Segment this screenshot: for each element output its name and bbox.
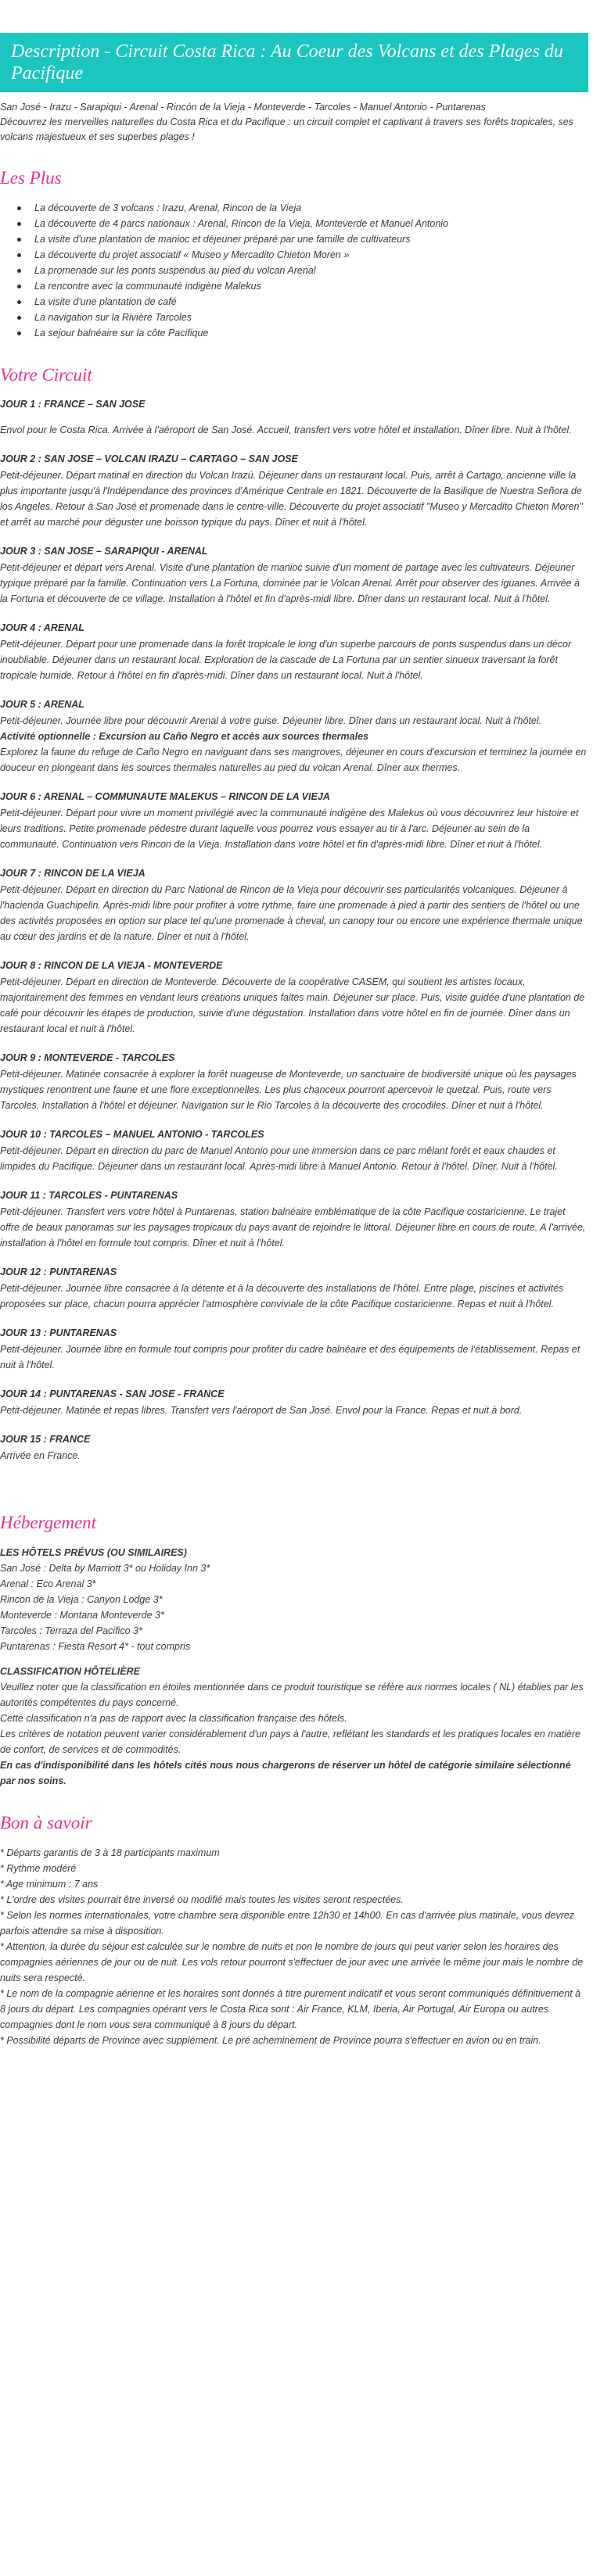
day-block [0, 697, 587, 776]
day-title: JOUR 3 : SAN JOSE – SARAPIQUI - ARENAL [0, 546, 208, 557]
day-block [0, 790, 587, 852]
info-line: * Age minimum : 7 ans [0, 1879, 99, 1890]
hotel-item: Arenal : Eco Arenal 3* [0, 1578, 96, 1590]
day-title: JOUR 13 : PUNTARENAS [0, 1327, 117, 1339]
info-line: * Départs garantis de 3 à 18 participants maximum [0, 1847, 220, 1859]
info-line: * L'ordre des visites pourrait être inversé ou modifié mais toutes les visites seront respectées. [0, 1894, 404, 1906]
day-option-title: Activité optionnelle : Excursion au Caño Negro et accès aux sources thermales [0, 731, 368, 743]
list-item: La rencontre avec la communauté indigène Malekus [34, 278, 587, 294]
day-title: JOUR 11 : TARCOLES - PUNTARENAS [0, 1190, 178, 1202]
info-line: * Attention, la durée du séjour est calculée sur le nombre de nuits et non le nombre de jours qui peut varier selon les horaires des compagnies aériennes de jour ou de nuit. Les vols retour pourront s'effectuer de jour avec une arrivée le même jour mais le nombre de nuits sera respecté. [0, 1941, 584, 1984]
day-block [0, 1387, 587, 1418]
info-line: * Possibilité départs de Province avec supplément. Le pré acheminement de Province pourra s'effectuer en avion ou en train. [0, 2035, 541, 2047]
day-title: JOUR 4 : ARENAL [0, 622, 84, 634]
bon-heading: Bon à savoir [0, 1813, 92, 1833]
day-text: Petit-déjeuner. Départ pour vivre un moment privilégié avec la communauté indigène des Malekus où vous découvrirez leur histoire et leurs traditions. Petite promenade pédestre durant laquelle vous pourrez vous essayer au tir à l'arc. Déjeuner au sein de la communauté. Continuation vers Rincon de la Vieja. Installation dans votre hôtel et fin d'après-midi libre. Dîner et nuit à l'hôtel. [0, 808, 579, 851]
classification-note: En cas d'indisponibilité dans les hôtels cités nous nous chargerons de réserver un hôtel de catégorie similaire sélectionné par nos soins. [0, 1760, 571, 1787]
classification-title: CLASSIFICATION HÔTELIÈRE [0, 1666, 140, 1678]
hebergement-heading: Hébergement [0, 1513, 97, 1533]
day-text: Petit-déjeuner. Matinée et repas libres. Transfert vers l'aéroport de San José. Envol pour la France. Repas et nuit à bord. [0, 1405, 523, 1417]
day-text: Petit-déjeuner. Journée libre en formule tout compris pour profiter du cadre balnéaire et des équipements de l'établissement. Repas et nuit à l'hôtel. [0, 1344, 580, 1371]
day-text: Petit-déjeuner. Départ en direction de Monteverde. Découverte de la coopérative CASEM, qui soutient les artistes locaux, majoritairement des femmes en vendant leurs créations uniques faites main. Déjeuner sur place. Puis, visite guidée d'une plantation de café pour découvrir les étapes de production, suivie d'une dégustation. Installation dans votre hôtel en fin de journée. Dîner dans un restaurant local et nuit à l'hôtel. [0, 976, 585, 1035]
day-block [0, 1127, 587, 1174]
list-item: La navigation sur la Rivière Tarcoles [34, 310, 587, 325]
list-item: La découverte du projet associatif « Museo y Mercadito Chieton Moren » [34, 247, 587, 263]
hotel-item: Puntarenas : Fiesta Resort 4* - tout compris [0, 1641, 191, 1653]
hotel-item: Monteverde : Montana Monteverde 3* [0, 1610, 164, 1621]
bon-list [0, 1845, 587, 2048]
hotels-title: LES HÔTELS PRÉVUS (OU SIMILAIRES) [0, 1547, 187, 1559]
day-text: Petit-déjeuner. Journée libre consacrée à la détente et à la découverte des installations de l'hôtel. Entre plage, piscines et activités proposées sur place, chacun pourra apprécier l'atmosphère conviviale de la côte Pacifique costaricienne. Repas et nuit à l'hôtel. [0, 1283, 564, 1310]
day-block [0, 866, 587, 944]
info-line: * Le nom de la compagnie aérienne et les horaires sont donnés à titre purement indicatif et vous seront communiqués définitivement à 8 jours du départ. Les compagnies opérant vers le Costa Rica sont : Air France, KLM, Iberia, Air Portugal, Air Europa ou autres compagnies dont le nom vous sera communiqué à 8 jours du départ. [0, 1988, 581, 2031]
day-title: JOUR 14 : PUNTARENAS - SAN JOSE - FRANCE [0, 1388, 225, 1400]
day-text: Envol pour le Costa Rica. Arrivée à l'aéroport de San José. Accueil, transfert vers votre hôtel et installation. Dîner libre. Nuit à l'hôtel. [0, 425, 572, 436]
hotel-item: Rincon de la Vieja : Canyon Lodge 3* [0, 1594, 163, 1606]
classification-line: Veuillez noter que la classification en étoiles mentionnée dans ce produit touristique se réfère aux normes locales ( NL) établies par les autorités compétentes du pays concerné. [0, 1682, 584, 1709]
day-block [0, 1432, 587, 1464]
day-text: Petit-déjeuner. Départ pour une promenade dans la forêt tropicale le long d'un superbe parcours de ponts suspendus dans un décor inoubliable. Déjeuner dans un restaurant local. Exploration de la cascade de La Fortuna par un sentier sinueux traversant la forêt tropicale humide. Retour à l'hôtel en fin d'après-midi. Dîner dans un restaurant local. Nuit à l'hôtel. [0, 639, 572, 682]
circuit-days [0, 397, 587, 1464]
list-item: La découverte de 4 parcs nationaux : Arenal, Rincon de la Vieja, Monteverde et Manuel Antonio [34, 216, 587, 231]
list-item: La promenade sur les ponts suspendus au pied du volcan Arenal [34, 263, 587, 278]
day-block [0, 621, 587, 683]
day-block [0, 544, 587, 607]
day-text: Petit-déjeuner. Départ en direction du Parc National de Rincon de la Vieja pour découvrir ses particularités volcaniques. Déjeuner à l'hacienda Guachipelin. Après-midi libre pour profiter à votre rythme, faire une promenade à pied à partir des sentiers de l'hôtel ou une des activités proposées en option sur place tel qu'une promenade à cheval, un canopy tour ou encore une expérience thermale unique au cœur des jardins et de la nature. Dîner et nuit à l'hôtel. [0, 884, 583, 943]
intro-text: Découvrez les merveilles naturelles du Costa Rica et du Pacifique : un circuit complet et captivant à travers ses forêts tropicales, ses volcans majestueux et ses superbes plages ! [0, 116, 573, 142]
title-banner [0, 33, 588, 92]
classification-text [0, 1679, 587, 1789]
day-title: JOUR 8 : RINCON DE LA VIEJA - MONTEVERDE [0, 960, 223, 972]
page-title: Description - Circuit Costa Rica : Au Coeur des Volcans et des Plages du Pacifique [11, 41, 563, 84]
day-block [0, 958, 587, 1037]
classification-line: Les critères de notation peuvent varier considérablement d'un pays à l'autre, reflétant les standards et les pratiques locales en matière de confort, de services et de commodités. [0, 1729, 580, 1756]
day-title: JOUR 12 : PUNTARENAS [0, 1267, 117, 1278]
day-option-text: Explorez la faune du refuge de Caño Negro en naviguant dans ses mangroves, déjeuner en cours d'excursion et terminez la journée en douceur en plongeant dans les sources thermales naturelles au pied du volcan Arenal. Dîner aux thermes. [0, 747, 587, 774]
hotel-item: San José : Delta by Marriott 3* ou Holiday Inn 3* [0, 1563, 210, 1575]
list-item: La sejour balnéaire sur la côte Pacifique [34, 325, 587, 341]
day-block [0, 1051, 587, 1113]
day-title: JOUR 15 : FRANCE [0, 1434, 91, 1446]
day-title: JOUR 9 : MONTEVERDE - TARCOLES [0, 1052, 175, 1064]
day-text: Petit-déjeuner. Départ matinal en direction du Volcan Irazú. Déjeuner dans un restaurant local. Puis, arrêt à Cartago, ancienne ville la plus importante jusqu'à l'Indépendance des provinces d'Amérique Centrale en 1821. Découverte de la Basilique de Nuestra Señora de los Angeles. Retour à San José et promenade dans le centre-ville. Découverte du projet associatif "Museo y Mercadito Chieton Moren" et arrêt au marché pour déguster une boisson typique du pays. Dîner et nuit à l'hôtel. [0, 470, 583, 528]
content [0, 100, 593, 2048]
plus-list [0, 200, 587, 341]
day-text: Petit-déjeuner et départ vers Arenal. Visite d'une plantation de manioc suivie d'un moment de partage avec les cultivateurs. Déjeuner typique préparé par la famille. Continuation vers La Fortuna, dominée par le Volcan Arenal. Arrêt pour observer des iguanes. Arrivée à la Fortuna et découverte de ce village. Installation à l'hôtel et fin d'après-midi libre. Dîner dans un restaurant local. Nuit à l'hôtel. [0, 562, 580, 605]
day-block [0, 1265, 587, 1312]
day-title: JOUR 1 : FRANCE – SAN JOSE [0, 399, 146, 410]
classification-line: Cette classification n'a pas de rapport avec la classification française des hôtels. [0, 1713, 347, 1725]
day-title: JOUR 5 : ARENAL [0, 699, 84, 711]
list-item: La découverte de 3 volcans : Irazu, Arenal, Rincon de la Vieja [34, 200, 587, 216]
info-line: * Rythme modéré [0, 1863, 77, 1875]
info-line: * Selon les normes internationales, votre chambre sera disponible entre 12h30 et 14h00. En cas d'arrivée plus matinale, vous devrez parfois attendre sa mise à disposition. [0, 1910, 575, 1937]
day-title: JOUR 6 : ARENAL – COMMUNAUTE MALEKUS – RINCON DE LA VIEJA [0, 791, 330, 803]
hotel-item: Tarcoles : Terraza del Pacifico 3* [0, 1625, 142, 1637]
hotels-list [0, 1560, 587, 1654]
route-line: San José - Irazu - Sarapiqui - Arenal - Rincón de la Vieja - Monteverde - Tarcoles - Manuel Antonio - Puntarenas [0, 102, 486, 113]
day-text: Petit-déjeuner. Matinée consacrée à explorer la forêt nuageuse de Monteverde, un sanctuaire de biodiversité unique où les paysages mystiques renontrent une faune et une flore exceptionnelles. Les plus chanceux pourront apercevoir le quetzal. Puis, route vers Tarcoles. Installation à l'hôtel et déjeuner. Navigation sur le Rio Tarcoles à la découverte des crocodiles. Dîner et nuit à l'hôtel. [0, 1069, 577, 1112]
day-text: Petit-déjeuner. Transfert vers votre hôtel à Puntarenas, station balnéaire emblématique de la côte Pacifique costaricienne. Le trajet offre de beaux panoramas sur les paysages tropicaux du pays avant de rejoindre le littoral. Déjeuner libre en cours de route. A l'arrivée, installation à l'hôtel en formule tout compris. Dîner et nuit à l'hôtel. [0, 1206, 586, 1249]
day-block [0, 397, 587, 438]
circuit-heading: Votre Circuit [0, 365, 92, 385]
day-text: Arrivée en France. [0, 1450, 81, 1462]
day-title: JOUR 7 : RINCON DE LA VIEJA [0, 868, 146, 880]
day-text: Petit-déjeuner. Départ en direction du parc de Manuel Antonio pour une immersion dans ce parc mêlant forêt et eaux chaudes et limpides du Pacifique. Déjeuner dans un restaurant local. Après-midi libre à Manuel Antonio. Retour à l'hôtel. Dîner. Nuit à l'hôtel. [0, 1145, 558, 1173]
day-text: Petit-déjeuner. Journée libre pour découvrir Arenal à votre guise. Déjeuner libre. Dîner dans un restaurant local. Nuit à l'hôtel. [0, 715, 542, 727]
day-title: JOUR 10 : TARCOLES – MANUEL ANTONIO - TARCOLES [0, 1129, 264, 1141]
day-block [0, 1326, 587, 1373]
list-item: La visite d'une plantation de manioc et déjeuner préparé par une famille de cultivateurs [34, 231, 587, 247]
list-item: La visite d'une plantation de café [34, 294, 587, 310]
day-title: JOUR 2 : SAN JOSE – VOLCAN IRAZU – CARTAGO – SAN JOSE [0, 453, 298, 465]
day-block [0, 1188, 587, 1251]
plus-heading: Les Plus [0, 168, 62, 188]
day-block [0, 452, 587, 530]
